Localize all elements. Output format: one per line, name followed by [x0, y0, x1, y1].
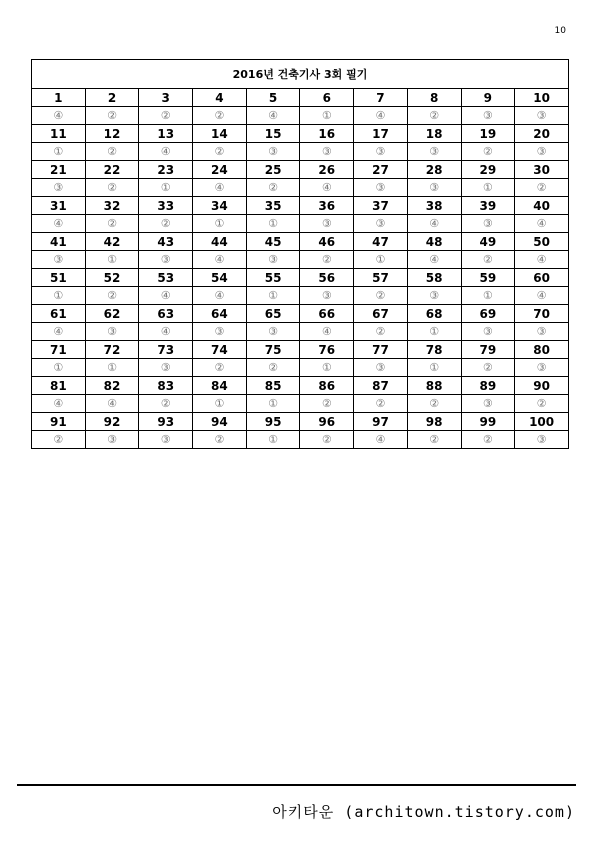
answer-cell: ② — [193, 431, 247, 449]
answer-cell: ① — [461, 287, 515, 305]
answer-cell: ④ — [300, 179, 354, 197]
question-number: 13 — [139, 125, 193, 143]
footer-text: 아키타운 (architown.tistory.com) — [272, 803, 575, 821]
question-number: 9 — [461, 89, 515, 107]
table-title: 2016년 건축기사 3회 필기 — [32, 60, 569, 89]
question-number: 41 — [32, 233, 86, 251]
footer-divider — [17, 784, 576, 786]
question-number: 44 — [193, 233, 247, 251]
question-number: 96 — [300, 413, 354, 431]
question-number: 39 — [461, 197, 515, 215]
question-number: 94 — [193, 413, 247, 431]
question-number: 84 — [193, 377, 247, 395]
question-number: 88 — [407, 377, 461, 395]
answer-cell: ② — [193, 143, 247, 161]
answer-cell: ② — [461, 251, 515, 269]
answer-cell: ② — [354, 395, 408, 413]
answer-cell: ② — [354, 323, 408, 341]
answer-cell: ④ — [32, 395, 86, 413]
answer-cell: ② — [354, 287, 408, 305]
answer-cell: ③ — [407, 287, 461, 305]
question-number: 11 — [32, 125, 86, 143]
answer-cell: ① — [246, 431, 300, 449]
question-number: 71 — [32, 341, 86, 359]
answer-row — [32, 359, 569, 377]
answer-cell: ③ — [300, 215, 354, 233]
answer-cell: ① — [300, 107, 354, 125]
answer-cell: ② — [461, 431, 515, 449]
answer-cell: ② — [515, 179, 569, 197]
answer-cell: ③ — [139, 251, 193, 269]
question-number: 17 — [354, 125, 408, 143]
question-number: 67 — [354, 305, 408, 323]
question-number: 40 — [515, 197, 569, 215]
answer-row — [32, 287, 569, 305]
answer-cell: ③ — [139, 431, 193, 449]
question-number: 15 — [246, 125, 300, 143]
question-number: 46 — [300, 233, 354, 251]
answer-key-table — [31, 59, 569, 449]
question-number: 25 — [246, 161, 300, 179]
question-number: 45 — [246, 233, 300, 251]
question-number: 47 — [354, 233, 408, 251]
answer-cell: ① — [407, 323, 461, 341]
answer-row — [32, 431, 569, 449]
answer-cell: ④ — [193, 287, 247, 305]
question-number: 28 — [407, 161, 461, 179]
question-number: 72 — [85, 341, 139, 359]
question-number: 21 — [32, 161, 86, 179]
answer-cell: ② — [515, 395, 569, 413]
answer-cell: ② — [85, 215, 139, 233]
answer-cell: ③ — [354, 143, 408, 161]
answer-row — [32, 395, 569, 413]
answer-cell: ② — [300, 251, 354, 269]
question-number-row — [32, 377, 569, 395]
answer-cell: ④ — [139, 143, 193, 161]
question-number: 4 — [193, 89, 247, 107]
question-number: 18 — [407, 125, 461, 143]
answer-cell: ① — [193, 395, 247, 413]
answer-row — [32, 107, 569, 125]
question-number: 98 — [407, 413, 461, 431]
question-number: 93 — [139, 413, 193, 431]
answer-cell: ② — [407, 431, 461, 449]
answer-cell: ② — [139, 215, 193, 233]
question-number-row — [32, 89, 569, 107]
question-number: 37 — [354, 197, 408, 215]
question-number: 100 — [515, 413, 569, 431]
question-number: 34 — [193, 197, 247, 215]
question-number: 30 — [515, 161, 569, 179]
answer-cell: ① — [246, 287, 300, 305]
answer-cell: ③ — [193, 323, 247, 341]
question-number: 32 — [85, 197, 139, 215]
answer-cell: ③ — [461, 323, 515, 341]
question-number: 80 — [515, 341, 569, 359]
answer-cell: ③ — [461, 215, 515, 233]
question-number: 14 — [193, 125, 247, 143]
answer-row — [32, 143, 569, 161]
question-number: 22 — [85, 161, 139, 179]
question-number-row — [32, 161, 569, 179]
question-number-row — [32, 305, 569, 323]
answer-cell: ① — [85, 359, 139, 377]
answer-cell: ③ — [515, 359, 569, 377]
question-number: 89 — [461, 377, 515, 395]
answer-row — [32, 215, 569, 233]
question-number-row — [32, 197, 569, 215]
answer-cell: ③ — [246, 323, 300, 341]
question-number: 53 — [139, 269, 193, 287]
answer-cell: ① — [32, 287, 86, 305]
question-number: 20 — [515, 125, 569, 143]
answer-cell: ③ — [139, 359, 193, 377]
question-number-row — [32, 413, 569, 431]
answer-cell: ① — [354, 251, 408, 269]
question-number: 43 — [139, 233, 193, 251]
answer-cell: ④ — [354, 431, 408, 449]
answer-cell: ② — [300, 395, 354, 413]
question-number-row — [32, 341, 569, 359]
answer-cell: ② — [407, 395, 461, 413]
question-number: 65 — [246, 305, 300, 323]
question-number: 91 — [32, 413, 86, 431]
question-number: 68 — [407, 305, 461, 323]
question-number: 10 — [515, 89, 569, 107]
question-number: 35 — [246, 197, 300, 215]
answer-cell: ② — [32, 431, 86, 449]
question-number: 2 — [85, 89, 139, 107]
answer-cell: ② — [193, 107, 247, 125]
question-number: 23 — [139, 161, 193, 179]
question-number: 66 — [300, 305, 354, 323]
answer-cell: ③ — [407, 143, 461, 161]
answer-cell: ① — [32, 359, 86, 377]
answer-cell: ④ — [193, 251, 247, 269]
question-number: 48 — [407, 233, 461, 251]
answer-cell: ③ — [32, 179, 86, 197]
answer-cell: ④ — [515, 287, 569, 305]
answer-cell: ③ — [246, 251, 300, 269]
question-number: 50 — [515, 233, 569, 251]
answer-cell: ③ — [300, 287, 354, 305]
question-number: 51 — [32, 269, 86, 287]
question-number: 79 — [461, 341, 515, 359]
answer-cell: ④ — [85, 395, 139, 413]
question-number: 26 — [300, 161, 354, 179]
question-number: 12 — [85, 125, 139, 143]
question-number: 97 — [354, 413, 408, 431]
question-number: 27 — [354, 161, 408, 179]
answer-cell: ④ — [32, 323, 86, 341]
question-number: 31 — [32, 197, 86, 215]
answer-cell: ① — [85, 251, 139, 269]
answer-cell: ③ — [354, 359, 408, 377]
answer-cell: ② — [246, 179, 300, 197]
question-number: 74 — [193, 341, 247, 359]
answer-cell: ② — [139, 395, 193, 413]
question-number: 83 — [139, 377, 193, 395]
question-number: 69 — [461, 305, 515, 323]
answer-row — [32, 251, 569, 269]
answer-cell: ③ — [85, 323, 139, 341]
question-number: 81 — [32, 377, 86, 395]
question-number: 77 — [354, 341, 408, 359]
answer-cell: ③ — [354, 179, 408, 197]
answer-cell: ③ — [461, 395, 515, 413]
question-number: 8 — [407, 89, 461, 107]
answer-cell: ④ — [32, 215, 86, 233]
question-number: 59 — [461, 269, 515, 287]
question-number: 61 — [32, 305, 86, 323]
question-number-row — [32, 269, 569, 287]
question-number: 29 — [461, 161, 515, 179]
answer-cell: ① — [193, 215, 247, 233]
question-number: 82 — [85, 377, 139, 395]
answer-cell: ④ — [300, 323, 354, 341]
question-number: 38 — [407, 197, 461, 215]
answer-cell: ② — [407, 107, 461, 125]
answer-cell: ③ — [32, 251, 86, 269]
question-number: 7 — [354, 89, 408, 107]
question-number: 70 — [515, 305, 569, 323]
question-number: 64 — [193, 305, 247, 323]
question-number: 19 — [461, 125, 515, 143]
page-number: 10 — [554, 26, 566, 36]
question-number: 54 — [193, 269, 247, 287]
answer-cell: ② — [246, 359, 300, 377]
answer-row — [32, 323, 569, 341]
answer-cell: ② — [461, 143, 515, 161]
question-number: 58 — [407, 269, 461, 287]
answer-row — [32, 179, 569, 197]
question-number: 62 — [85, 305, 139, 323]
answer-cell: ③ — [246, 143, 300, 161]
answer-cell: ① — [32, 143, 86, 161]
answer-cell: ① — [139, 179, 193, 197]
question-number: 92 — [85, 413, 139, 431]
answer-cell: ③ — [515, 323, 569, 341]
answer-cell: ③ — [515, 143, 569, 161]
question-number: 75 — [246, 341, 300, 359]
answer-cell: ④ — [407, 251, 461, 269]
question-number: 52 — [85, 269, 139, 287]
question-number: 90 — [515, 377, 569, 395]
answer-cell: ④ — [354, 107, 408, 125]
question-number: 42 — [85, 233, 139, 251]
answer-cell: ③ — [461, 107, 515, 125]
question-number: 5 — [246, 89, 300, 107]
question-number: 24 — [193, 161, 247, 179]
question-number: 95 — [246, 413, 300, 431]
question-number: 85 — [246, 377, 300, 395]
answer-cell: ② — [300, 431, 354, 449]
question-number: 60 — [515, 269, 569, 287]
answer-cell: ① — [461, 179, 515, 197]
answer-cell: ② — [85, 179, 139, 197]
answer-cell: ① — [407, 359, 461, 377]
question-number: 73 — [139, 341, 193, 359]
question-number: 86 — [300, 377, 354, 395]
answer-cell: ② — [85, 107, 139, 125]
answer-cell: ④ — [193, 179, 247, 197]
answer-cell: ② — [139, 107, 193, 125]
question-number: 55 — [246, 269, 300, 287]
answer-cell: ① — [246, 215, 300, 233]
question-number: 3 — [139, 89, 193, 107]
answer-cell: ① — [246, 395, 300, 413]
answer-cell: ④ — [139, 323, 193, 341]
answer-cell: ④ — [139, 287, 193, 305]
answer-cell: ② — [85, 287, 139, 305]
answer-cell: ① — [300, 359, 354, 377]
answer-cell: ② — [193, 359, 247, 377]
answer-cell: ④ — [246, 107, 300, 125]
question-number: 57 — [354, 269, 408, 287]
question-number: 6 — [300, 89, 354, 107]
answer-cell: ④ — [515, 251, 569, 269]
question-number: 1 — [32, 89, 86, 107]
answer-cell: ③ — [300, 143, 354, 161]
question-number: 99 — [461, 413, 515, 431]
answer-cell: ④ — [407, 215, 461, 233]
question-number: 76 — [300, 341, 354, 359]
answer-cell: ④ — [515, 215, 569, 233]
answer-cell: ③ — [407, 179, 461, 197]
question-number-row — [32, 125, 569, 143]
answer-cell: ④ — [32, 107, 86, 125]
question-number: 36 — [300, 197, 354, 215]
question-number: 49 — [461, 233, 515, 251]
answer-cell: ③ — [85, 431, 139, 449]
question-number: 33 — [139, 197, 193, 215]
answer-cell: ② — [461, 359, 515, 377]
question-number: 16 — [300, 125, 354, 143]
question-number: 87 — [354, 377, 408, 395]
answer-cell: ② — [85, 143, 139, 161]
answer-cell: ③ — [515, 107, 569, 125]
question-number: 63 — [139, 305, 193, 323]
answer-cell: ③ — [354, 215, 408, 233]
answer-cell: ③ — [515, 431, 569, 449]
question-number: 78 — [407, 341, 461, 359]
question-number-row — [32, 233, 569, 251]
question-number: 56 — [300, 269, 354, 287]
